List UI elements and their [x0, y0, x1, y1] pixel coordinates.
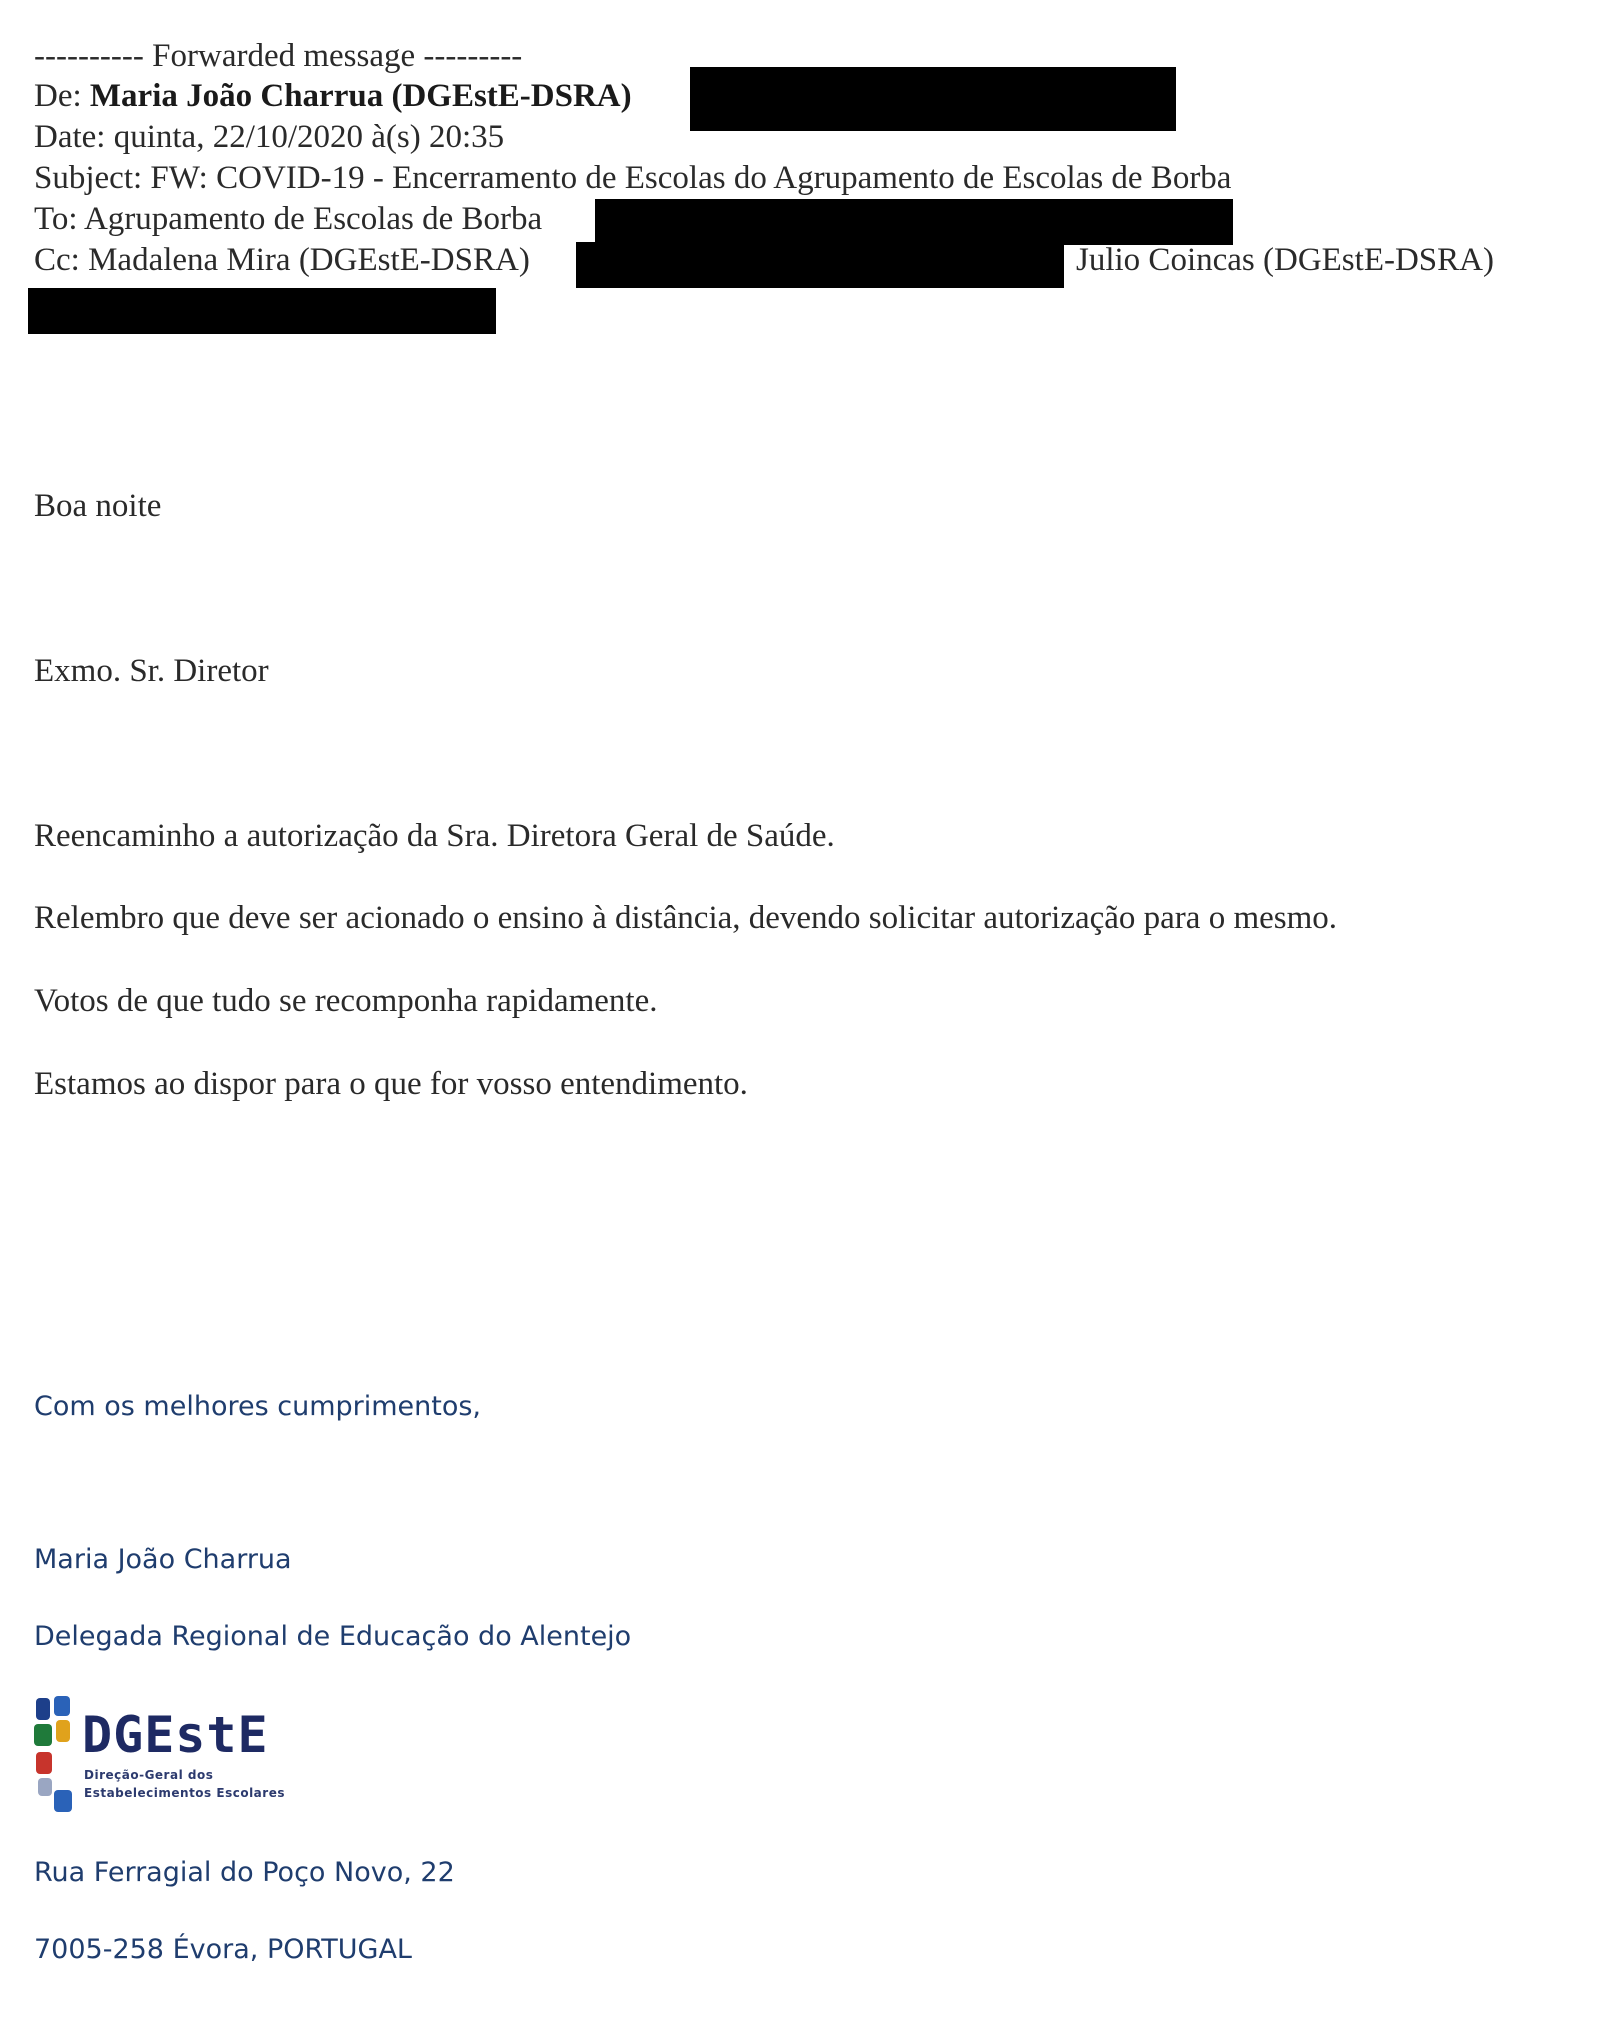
body-paragraph: Votos de que tudo se recomponha rapidamente. [34, 983, 658, 1019]
logo-block-icon [36, 1752, 52, 1774]
dgeste-logo [32, 1694, 332, 1816]
from-line [34, 76, 632, 116]
redacted-to-email [595, 199, 1233, 245]
signature-address-street: Rua Ferragial do Poço Novo, 22 [34, 1857, 455, 1888]
greeting: Boa noite [34, 488, 162, 524]
to-line: To: Agrupamento de Escolas de Borba [34, 201, 543, 237]
forwarded-message-line: ---------- Forwarded message --------- [34, 38, 523, 74]
cc-line: Cc: Madalena Mira (DGEstE-DSRA) [34, 242, 530, 278]
logo-block-icon [36, 1698, 50, 1720]
logo-title: DGEstE [82, 1706, 269, 1764]
signature-name: Maria João Charrua [34, 1544, 292, 1575]
redacted-sender-email [690, 67, 1176, 131]
logo-block-icon [56, 1720, 70, 1742]
body-paragraph: Relembro que deve ser acionado o ensino à distância, devendo solicitar autorização para o mesmo. [34, 900, 1338, 936]
logo-block-icon [38, 1778, 52, 1796]
body-paragraph: Reencaminho a autorização da Sra. Diretora Geral de Saúde. [34, 818, 835, 854]
logo-block-icon [54, 1790, 72, 1812]
from-label: De: [34, 78, 82, 114]
date-line: Date: quinta, 22/10/2020 à(s) 20:35 [34, 119, 505, 155]
sender-name[interactable]: Maria João Charrua (DGEstE-DSRA) [89, 78, 632, 114]
body-paragraph: Estamos ao dispor para o que for vosso entendimento. [34, 1066, 748, 1102]
cc-second-recipient[interactable]: Julio Coincas (DGEstE-DSRA) [1076, 242, 1494, 278]
redacted-cc-email-1 [576, 242, 1064, 288]
subject-line: Subject: FW: COVID-19 - Encerramento de Escolas do Agrupamento de Escolas de Borba [34, 160, 1232, 196]
logo-subtitle: Estabelecimentos Escolares [84, 1786, 285, 1800]
signature-role: Delegada Regional de Educação do Alentejo [34, 1621, 632, 1652]
logo-block-icon [54, 1696, 70, 1716]
salutation: Exmo. Sr. Diretor [34, 653, 269, 689]
signature-address-city: 7005-258 Évora, PORTUGAL [34, 1934, 412, 1965]
logo-subtitle: Direção-Geral dos [84, 1768, 214, 1782]
redacted-cc-email-2 [28, 288, 496, 334]
signature-closing: Com os melhores cumprimentos, [34, 1391, 482, 1422]
logo-block-icon [34, 1724, 52, 1746]
